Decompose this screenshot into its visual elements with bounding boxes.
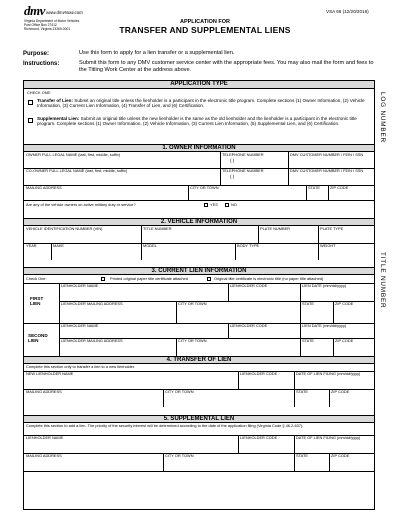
dmv-logo-mark: dmv (24, 3, 45, 18)
supplemental-lien-option (37, 116, 367, 127)
first-lien-label-line: LIEN (30, 301, 41, 307)
first-lienholder-city-label: CITY OR TOWN (178, 301, 207, 306)
first-lienholder-name-label: LIENHOLDER NAME (61, 283, 99, 288)
supplemental-filing-date-label: DATE OF LIEN FILING (mm/dd/yyyy) (296, 435, 361, 440)
option-text: Submit an original title unless the new lienholder is the same as the old lienholder and the lienholder is a participant in the electronic title program. Complete sections (1) Owner Information, (2) Vehicle Information, (3) Current Lien Information, (5) Supplemental Lien, and (6) Certification. (37, 116, 357, 127)
transfer-lienholder-code-label: LIENHOLDER CODE (240, 371, 278, 376)
second-lien-date-label: LIEN DATE (mm/dd/yyyy) (302, 323, 347, 328)
transfer-filing-date-label: DATE OF LIEN FILING (mm/dd/yyyy) (296, 371, 361, 376)
second-lien-label-line: LIEN (28, 338, 39, 344)
transfer-zip-label: ZIP CODE (331, 389, 350, 394)
first-lienholder-mailing-label: LIENHOLDER MAILING ADDRESS (61, 301, 123, 306)
owner-mailing-label: MAILING ADDRESS (26, 185, 62, 190)
section-application-type: APPLICATION TYPE (24, 81, 374, 89)
title-small: APPLICATION FOR (179, 19, 230, 25)
first-lien-label (30, 296, 43, 307)
owner-city-label: CITY OR TOWN (190, 185, 219, 190)
dmv-logo (24, 3, 83, 44)
military-no-label: NO (231, 202, 237, 207)
log-number-label: LOG NUMBER (379, 92, 386, 143)
section-transfer-of-lien: 4. TRANSFER OF LIEN (24, 356, 374, 364)
make-label: MAKE (53, 243, 65, 248)
owner-dmv-id-label: DMV CUSTOMER NUMBER / FEIN / SSN (290, 152, 364, 157)
form-number: VSA 66 (12/20/2016) (326, 9, 369, 14)
weight-label: WEIGHT (320, 243, 336, 248)
second-lienholder-name-label: LIENHOLDER NAME (61, 323, 99, 328)
option-title: Supplemental Lien: (37, 116, 80, 121)
first-lienholder-code-label: LIENHOLDER CODE (230, 283, 268, 288)
co-owner-telephone-label: TELEPHONE NUMBER (222, 168, 264, 173)
page-title: TRANSFER AND SUPPLEMENTAL LIENS (119, 25, 291, 35)
lien-check-one-label: Check One: (26, 276, 47, 281)
dmv-logo-url: www.dmvNow.com (46, 10, 83, 15)
first-lienholder-state-label: STATE (302, 301, 314, 306)
agency-address (24, 19, 80, 31)
supplemental-lienholder-name-label: LIENHOLDER NAME (26, 435, 64, 440)
second-lien-label-line: SECOND (28, 333, 48, 338)
section-supplemental-lien: 5. SUPPLEMENTAL LIEN (24, 415, 374, 423)
new-lienholder-name-label: NEW LIENHOLDER NAME (26, 371, 74, 376)
purpose-text: Use this form to apply for a lien transfer or a supplemental lien. (79, 50, 235, 56)
title-number-field-label: TITLE NUMBER (143, 226, 172, 231)
transfer-city-label: CITY OR TOWN (165, 389, 194, 394)
supplemental-zip-label: ZIP CODE (331, 453, 350, 458)
instructions-text: Submit this form to any DMV customer service center with the appropriate fees. You may also mail the form and fees to the Titling Work Center at the address above. (79, 60, 374, 74)
supplemental-city-label: CITY OR TOWN (165, 453, 194, 458)
first-lien-label-line: FIRST (30, 296, 44, 301)
owner-zip-label: ZIP CODE (330, 185, 349, 190)
military-no-checkbox[interactable] (225, 203, 229, 207)
model-label: MODEL (143, 243, 157, 248)
title-number-label: TITLE NUMBER (379, 252, 386, 309)
military-yes-checkbox[interactable] (204, 203, 208, 207)
supplemental-lien-checkbox[interactable] (28, 118, 33, 123)
section-owner-information: 1. OWNER INFORMATION (24, 144, 374, 152)
transfer-of-lien-option (37, 98, 367, 109)
owner-telephone-label: TELEPHONE NUMBER (222, 152, 264, 157)
electronic-title-label: Original title certificate is electronic title (no paper title attached) (214, 276, 324, 281)
option-title: Transfer of Lien: (37, 98, 73, 103)
supplemental-lienholder-code-label: LIENHOLDER CODE (240, 435, 278, 440)
paper-title-checkbox[interactable] (101, 277, 105, 281)
option-text: Submit an original title unless the lienholder is a participant in the electronic title program. Complete sections (1) Owner Information, (2) Vehicle Information, (3) Current Lien Information, (4) Transfer of Lien, and (6) Certification. (37, 98, 365, 109)
second-lienholder-city-label: CITY OR TOWN (178, 338, 207, 343)
paper-title-label: Printed original paper title certificate attached (110, 276, 188, 281)
first-lienholder-zip-label: ZIP CODE (335, 301, 354, 306)
owner-state-label: STATE (308, 185, 320, 190)
application-form (23, 80, 375, 510)
supplemental-mailing-label: MAILING ADDRESS (26, 453, 62, 458)
agency-line: Post Office Box 27412 (24, 23, 57, 27)
supplemental-state-label: STATE (296, 453, 308, 458)
section-vehicle-information: 2. VEHICLE INFORMATION (24, 218, 374, 226)
second-lienholder-zip-label: ZIP CODE (335, 338, 354, 343)
transfer-of-lien-checkbox[interactable] (28, 100, 33, 105)
electronic-title-checkbox[interactable] (207, 277, 211, 281)
purpose-label: Purpose: (23, 51, 50, 57)
section-current-lien: 3. CURRENT LIEN INFORMATION (24, 267, 374, 275)
plate-number-label: PLATE NUMBER (260, 226, 290, 231)
agency-line: Richmond, Virginia 23269-0001 (24, 27, 71, 31)
military-yes-label: YES (210, 202, 218, 207)
co-owner-name-label: CO-OWNER FULL LEGAL NAME (last, first, middle, suffix) (26, 168, 128, 173)
military-question: Are any of the vehicle owners on active military duty or service? (26, 202, 136, 207)
transfer-mailing-label: MAILING ADDRESS (26, 389, 62, 394)
second-lienholder-mailing-label: LIENHOLDER MAILING ADDRESS (61, 338, 123, 343)
vin-label: VEHICLE IDENTIFICATION NUMBER (VIN) (26, 226, 103, 231)
second-lienholder-state-label: STATE (302, 338, 314, 343)
transfer-note: Complete this section only to transfer a lien to a new lienholder. (26, 364, 135, 369)
owner-name-label: OWNER FULL LEGAL NAME (last, first, middle, suffix) (26, 152, 121, 157)
year-label: YEAR (26, 243, 37, 248)
transfer-state-label: STATE (296, 389, 308, 394)
check-one-label: CHECK ONE: (27, 90, 52, 95)
owner-phone-area: ( ) (230, 158, 235, 163)
second-lien-label (28, 333, 48, 344)
agency-line: Virginia Department of Motor Vehicles (24, 19, 80, 23)
co-owner-dmv-id-label: DMV CUSTOMER NUMBER / FEIN / SSN (290, 168, 364, 173)
plate-type-label: PLATE TYPE (320, 226, 344, 231)
second-lienholder-code-label: LIENHOLDER CODE (230, 323, 268, 328)
instructions-label: Instructions: (23, 61, 60, 67)
body-type-label: BODY TYPE (237, 243, 260, 248)
co-owner-phone-area: ( ) (230, 174, 235, 179)
supplemental-note: Complete this section to add a lien. The priority of the security interest will be determined according to the date of the application filing (Virginia Code § 46.2-637). (26, 423, 304, 428)
first-lien-date-label: LIEN DATE (mm/dd/yyyy) (302, 283, 347, 288)
